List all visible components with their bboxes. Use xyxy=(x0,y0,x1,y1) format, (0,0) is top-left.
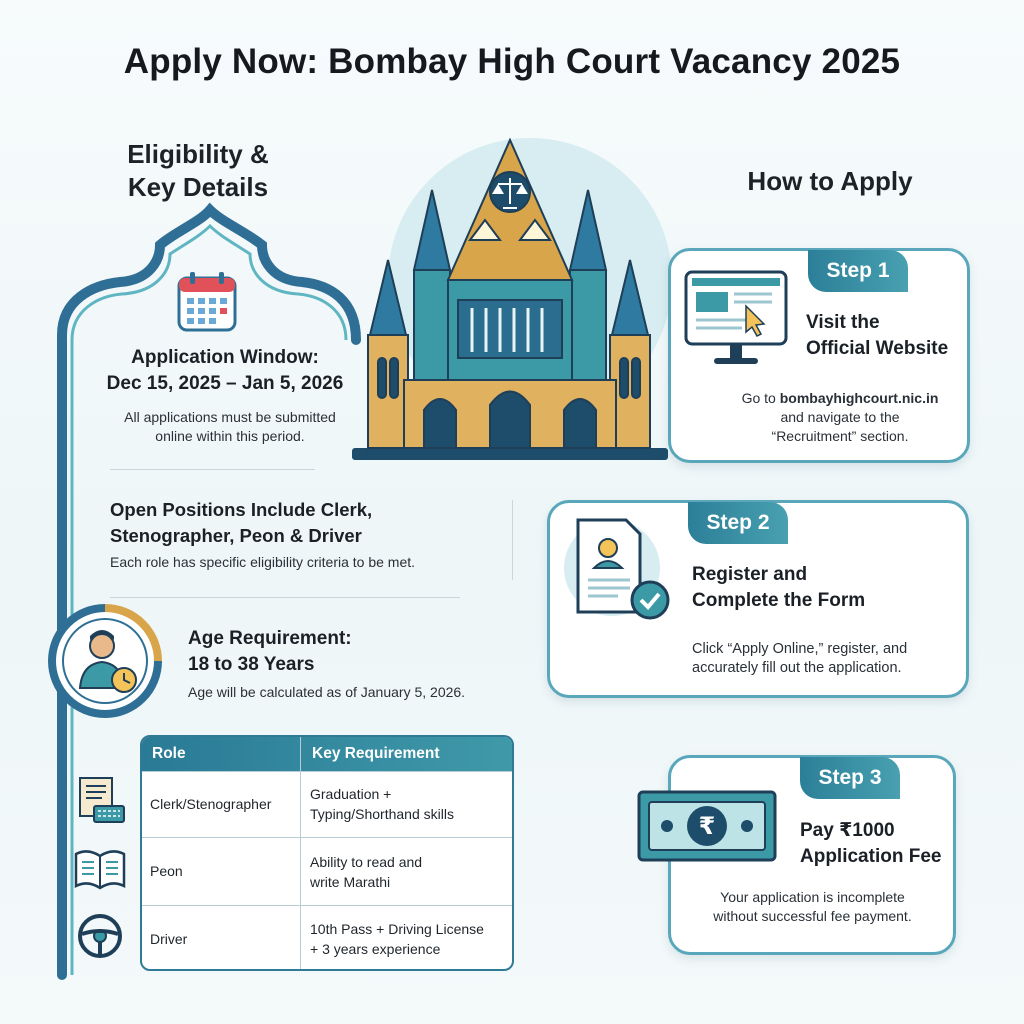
application-window-title xyxy=(75,345,375,397)
computer-monitor-icon xyxy=(682,268,790,372)
table-cell-requirement xyxy=(310,852,422,892)
table-cell-role: Clerk/Stenographer xyxy=(150,796,272,812)
step-1-description xyxy=(690,389,990,446)
age-requirement-label: Age Requirement: xyxy=(188,628,352,649)
application-window-desc-line2: online within this period. xyxy=(155,428,305,444)
age-requirement-title xyxy=(188,626,448,678)
requirement-line1: 10th Pass + Driving License xyxy=(310,921,484,937)
bombay-high-court-building xyxy=(340,130,680,470)
age-requirement-description: Age will be calculated as of January 5, 2026. xyxy=(188,684,466,700)
step-1-title-line2: Official Website xyxy=(806,338,949,359)
requirements-table xyxy=(140,735,514,971)
step-1-desc-line2: and navigate to the xyxy=(780,409,900,425)
step-2-tab: Step 2 xyxy=(688,502,788,544)
table-header-key-requirement: Key Requirement xyxy=(312,745,440,762)
rupee-banknote-icon xyxy=(637,790,777,862)
step-1-desc-prefix: Go to xyxy=(741,390,780,406)
eligibility-heading xyxy=(78,138,318,204)
eligibility-heading-line2: Key Details xyxy=(127,172,269,202)
application-window-label: Application Window: xyxy=(131,347,319,368)
application-window-description xyxy=(100,408,360,446)
table-row xyxy=(142,837,512,905)
divider xyxy=(512,500,513,580)
step-2-description xyxy=(692,640,952,678)
form-check-icon xyxy=(562,516,678,626)
table-header xyxy=(142,737,512,771)
table-cell-requirement xyxy=(310,784,454,824)
eligibility-heading-line1: Eligibility & xyxy=(127,139,269,169)
requirement-line1: Graduation + xyxy=(310,786,392,802)
application-window-desc-line1: All applications must be submitted xyxy=(124,409,336,425)
how-to-apply-heading: How to Apply xyxy=(747,166,913,196)
open-positions-title xyxy=(110,497,440,549)
table-cell-requirement xyxy=(310,919,484,959)
step-1-tab: Step 1 xyxy=(808,250,908,292)
open-positions-description: Each role has specific eligibility criteria to be met. xyxy=(110,554,416,570)
table-row xyxy=(142,771,512,837)
open-positions-line1: Open Positions Include Clerk, xyxy=(110,499,373,520)
table-header-role: Role xyxy=(152,745,186,762)
divider xyxy=(110,597,460,598)
table-cell-role: Peon xyxy=(150,863,183,879)
step-3-description xyxy=(680,888,945,926)
step-2-title-line2: Complete the Form xyxy=(692,590,866,611)
table-row xyxy=(142,905,512,971)
official-website-link[interactable]: bombayhighcourt.nic.in xyxy=(779,390,939,406)
scroll-keyboard-icon xyxy=(72,772,128,828)
steering-wheel-icon xyxy=(76,912,124,960)
requirement-line2: Typing/Shorthand skills xyxy=(310,806,454,822)
svg-text:₹: ₹ xyxy=(698,812,716,840)
step-1-desc-line3: “Recruitment” section. xyxy=(771,428,909,444)
step-2-desc-line1: Click “Apply Online,” register, and xyxy=(692,641,908,657)
age-person-clock-icon xyxy=(46,602,164,720)
divider xyxy=(110,469,315,470)
step-3-title xyxy=(800,818,960,870)
application-window-dates: Dec 15, 2025 – Jan 5, 2026 xyxy=(106,373,344,394)
open-book-icon xyxy=(72,846,128,892)
calendar-icon xyxy=(176,270,238,334)
step-3-tab: Step 3 xyxy=(800,757,900,799)
step-3-desc-line1: Your application is incomplete xyxy=(720,889,905,905)
requirement-line2: write Marathi xyxy=(310,874,391,890)
step-1-title xyxy=(806,310,971,362)
step-2-title xyxy=(692,562,952,614)
step-1-title-line1: Visit the xyxy=(806,312,880,333)
step-2-title-line1: Register and xyxy=(692,564,808,585)
step-3-title-line2: Application Fee xyxy=(800,846,942,867)
requirement-line1: Ability to read and xyxy=(310,854,423,870)
open-positions-line2: Stenographer, Peon & Driver xyxy=(110,525,362,546)
step-2-desc-line2: accurately fill out the application. xyxy=(692,660,902,676)
age-requirement-range: 18 to 38 Years xyxy=(188,654,315,675)
requirement-line2: + 3 years experience xyxy=(310,941,441,957)
page-title: Apply Now: Bombay High Court Vacancy 2025 xyxy=(123,42,901,81)
table-cell-role: Driver xyxy=(150,931,188,947)
step-3-title-line1: Pay ₹1000 xyxy=(800,820,895,841)
step-3-desc-line2: without successful fee payment. xyxy=(713,908,912,924)
scales-of-justice-icon xyxy=(490,172,530,212)
